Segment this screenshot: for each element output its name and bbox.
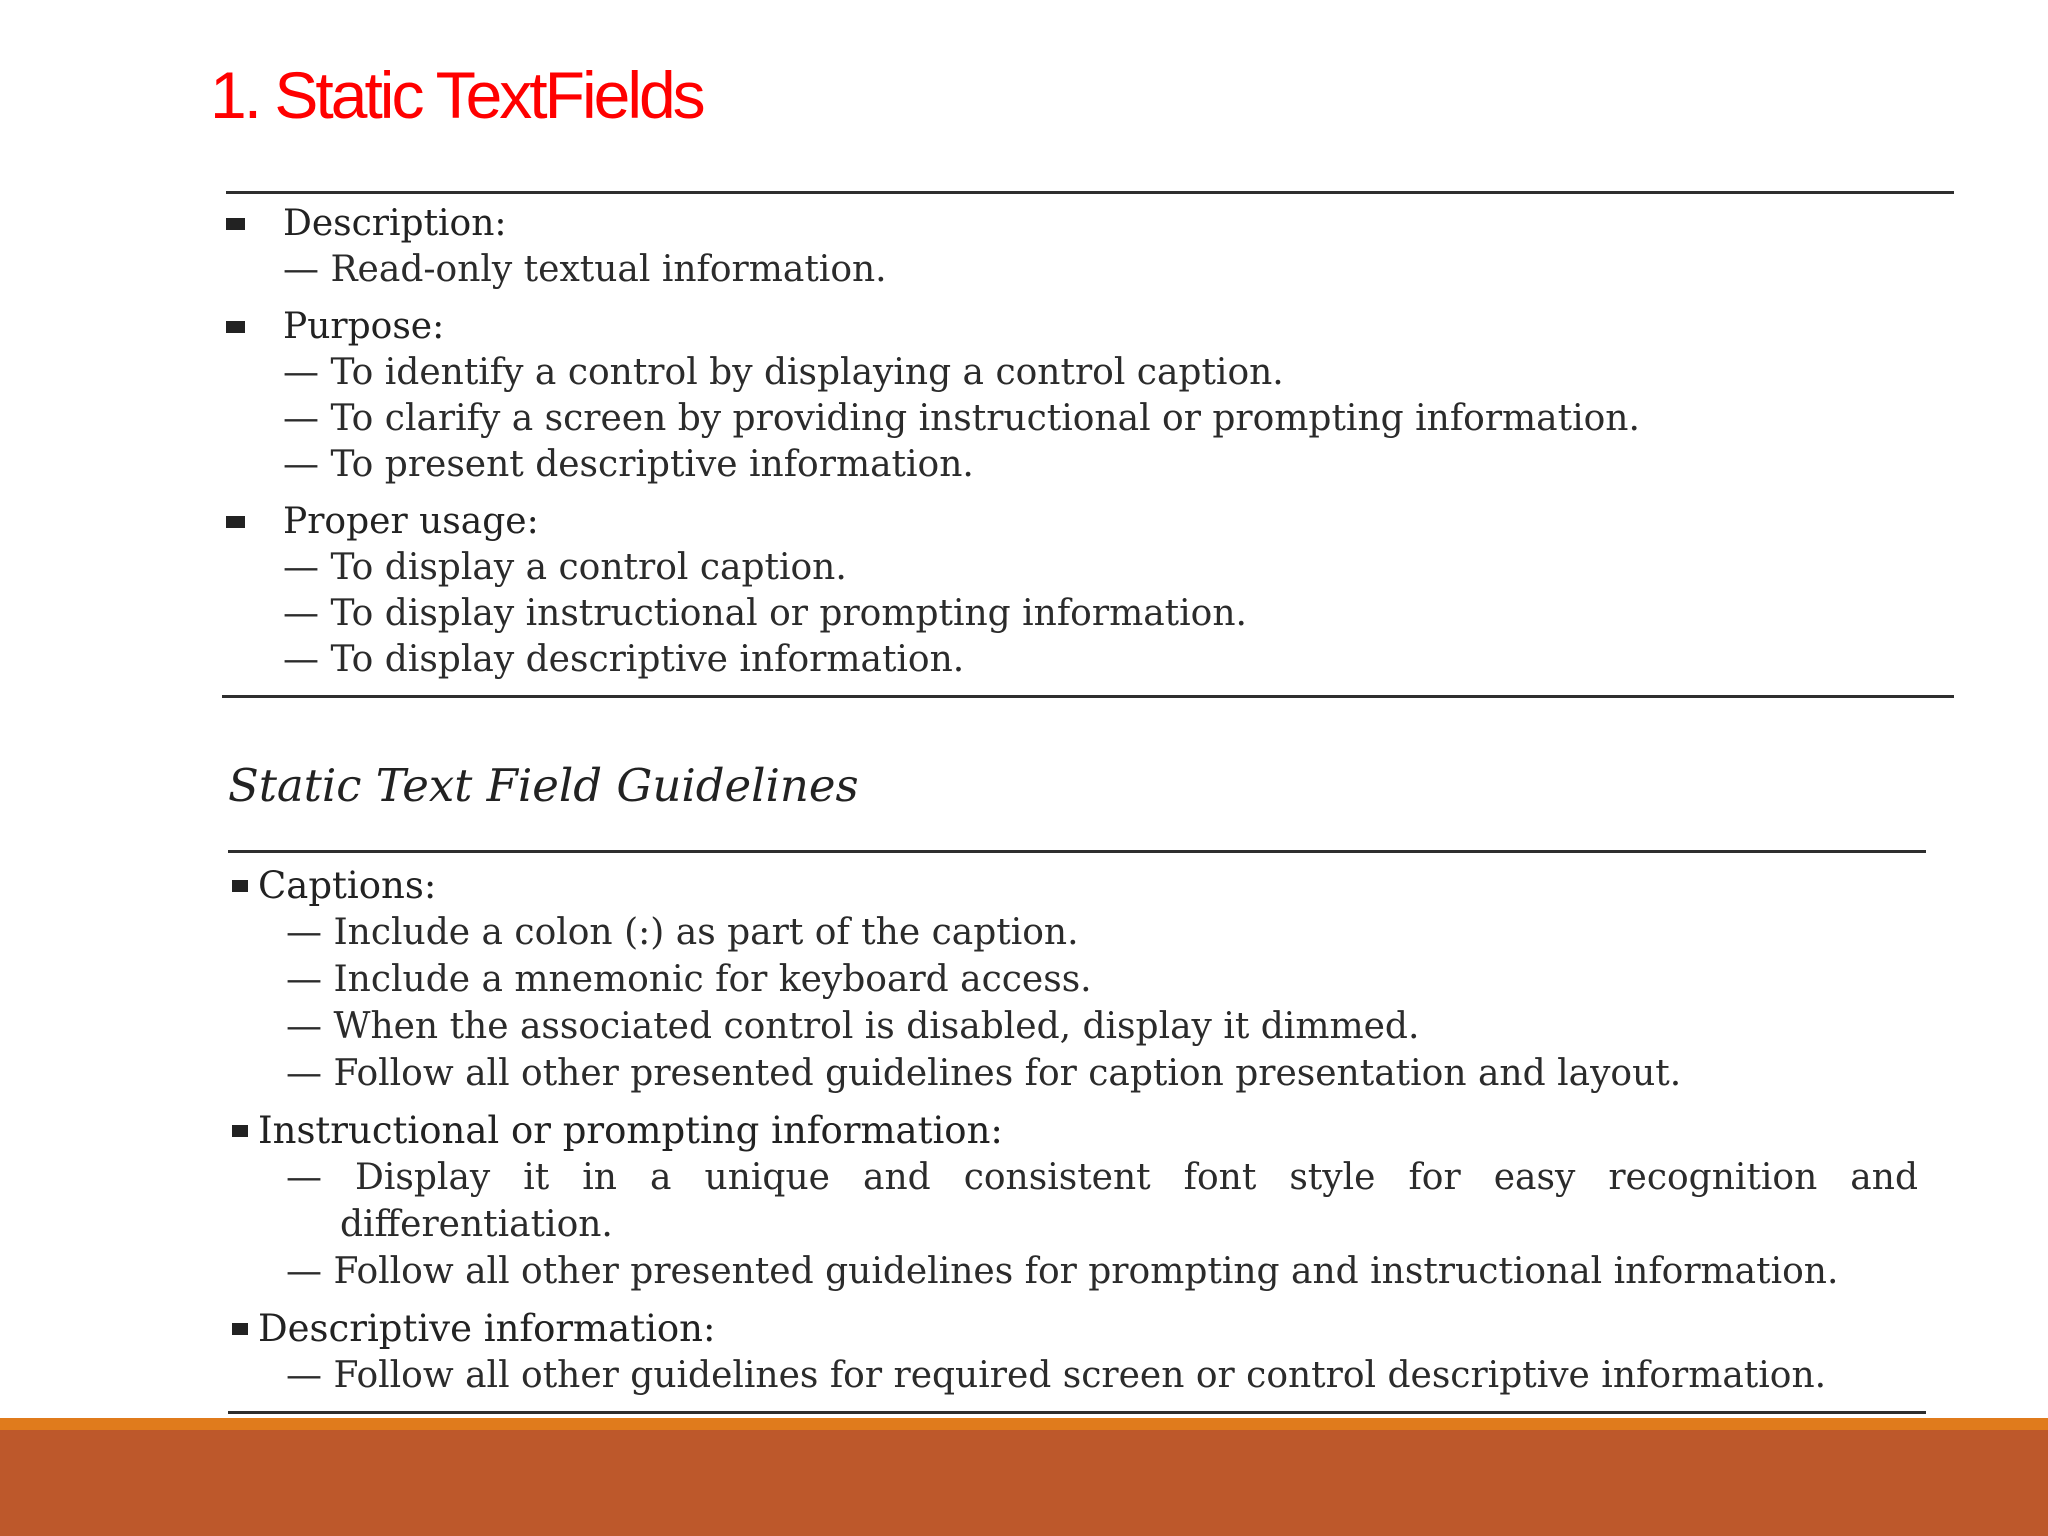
- square-bullet-icon: [226, 321, 245, 333]
- section-heading: [196, 863, 1918, 909]
- table2-section-instructional: [196, 1108, 1918, 1295]
- square-bullet-icon: [232, 1323, 248, 1335]
- list-item: — Follow all other presented guidelines for prompting and instructional information.: [286, 1251, 1839, 1292]
- section-heading: [196, 499, 1640, 545]
- section-label: Captions:: [258, 864, 437, 907]
- list-item-continuation: differentiation.: [340, 1204, 613, 1245]
- table2-top-rule: [228, 850, 1926, 853]
- table1-section-proper-usage: [196, 499, 1640, 683]
- table1-section-description: [196, 201, 1640, 293]
- footer-band: [0, 1430, 2048, 1536]
- list-item: — Read-only textual information.: [283, 249, 887, 290]
- table1-top-rule: [226, 191, 1954, 194]
- list-item: — Include a colon (:) as part of the caption.: [286, 912, 1079, 953]
- slide-title: 1. Static TextFields: [210, 58, 703, 132]
- list-item: — To display descriptive information.: [283, 639, 965, 680]
- square-bullet-icon: [232, 1125, 248, 1137]
- section-label: Purpose:: [283, 306, 445, 347]
- list-item: — Display it in a unique and consistent font style for easy recognition and: [286, 1157, 1918, 1198]
- square-bullet-icon: [226, 218, 245, 230]
- table1-section-purpose: [196, 304, 1640, 488]
- list-item: — To present descriptive information.: [283, 444, 974, 485]
- list-item: — Follow all other presented guidelines for caption presentation and layout.: [286, 1053, 1682, 1094]
- static-textfield-guidelines-table: [196, 863, 1918, 1399]
- guidelines-heading: Static Text Field Guidelines: [228, 759, 859, 812]
- table2-section-descriptive: [196, 1306, 1918, 1399]
- section-heading: [196, 1108, 1918, 1154]
- section-label: Instructional or prompting information:: [258, 1109, 1003, 1152]
- table1-bottom-rule: [222, 695, 1954, 698]
- section-label: Proper usage:: [283, 501, 539, 542]
- list-item: — To clarify a screen by providing instructional or prompting information.: [283, 398, 1640, 439]
- section-label: Description:: [283, 203, 507, 244]
- section-heading: [196, 201, 1640, 247]
- list-item: — Include a mnemonic for keyboard access.: [286, 959, 1092, 1000]
- list-item: — To display instructional or prompting information.: [283, 593, 1247, 634]
- list-item: — When the associated control is disabled, display it dimmed.: [286, 1006, 1420, 1047]
- static-textfield-definition-table: [196, 201, 1640, 683]
- list-item: — To display a control caption.: [283, 547, 847, 588]
- section-heading: [196, 304, 1640, 350]
- section-label: Descriptive information:: [258, 1307, 716, 1350]
- list-item: — Follow all other guidelines for required screen or control descriptive information.: [286, 1355, 1827, 1396]
- square-bullet-icon: [226, 516, 245, 528]
- table2-bottom-rule: [228, 1411, 1926, 1414]
- section-heading: [196, 1306, 1918, 1352]
- table2-section-captions: [196, 863, 1918, 1097]
- square-bullet-icon: [232, 880, 248, 892]
- list-item: — To identify a control by displaying a control caption.: [283, 352, 1284, 393]
